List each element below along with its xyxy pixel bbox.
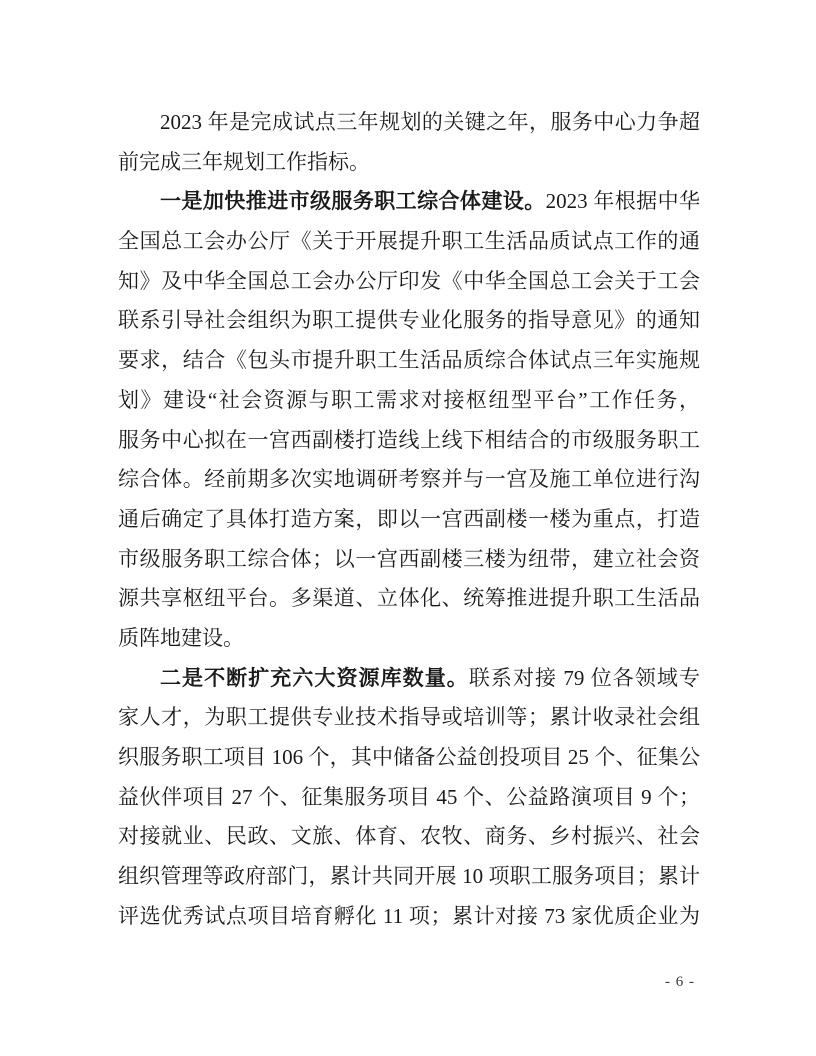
line-text: 知》及中华全国总工会办公厅印发《中华全国总工会关于工会 bbox=[118, 268, 700, 293]
line-text: 2023 年是完成试点三年规划的关键之年，服务中心力争超 bbox=[160, 110, 700, 134]
section-one-heading: 一是加快推进市级服务职工综合体建设。 bbox=[160, 189, 546, 214]
text-line bbox=[118, 738, 700, 778]
paragraph-section-two bbox=[118, 659, 700, 937]
line-text: 对接就业、民政、文旅、体育、农牧、商务、乡村振兴、社会 bbox=[118, 824, 700, 849]
text-line bbox=[118, 182, 700, 222]
page-number: - 6 - bbox=[665, 974, 695, 990]
text-line bbox=[118, 143, 700, 183]
line-text: 家人才，为职工提供专业技术指导或培训等；累计收录社会组 bbox=[118, 705, 700, 730]
line-text: 组织管理等政府部门，累计共同开展 10 项职工服务项目；累计 bbox=[118, 864, 700, 889]
text-line bbox=[118, 381, 700, 421]
text-line bbox=[118, 698, 700, 738]
text-line bbox=[118, 857, 700, 897]
text-line bbox=[118, 421, 700, 461]
line-text: 联系引导社会组织为职工提供专业化服务的指导意见》的通知 bbox=[118, 308, 700, 333]
paragraph-section-one bbox=[118, 182, 700, 658]
text-line bbox=[118, 659, 700, 699]
line-text: 划》建设“社会资源与职工需求对接枢纽型平台”工作任务， bbox=[118, 387, 700, 412]
line-text: 织服务职工项目 106 个，其中储备公益创投项目 25 个、征集公 bbox=[118, 745, 700, 769]
line-text: 联系对接 79 位各领域专 bbox=[468, 665, 700, 690]
text-line bbox=[118, 540, 700, 580]
line-text: 全国总工会办公厅《关于开展提升职工生活品质试点工作的通 bbox=[118, 229, 700, 254]
text-line bbox=[118, 579, 700, 619]
text-line bbox=[118, 341, 700, 381]
line-text: 2023 年根据中华 bbox=[545, 189, 700, 214]
line-text: 益伙伴项目 27 个、征集服务项目 45 个、公益路演项目 9 个； bbox=[118, 784, 700, 809]
line-text: 源共享枢纽平台。多渠道、立体化、统筹推进提升职工生活品 bbox=[118, 586, 700, 611]
line-text: 质阵地建设。 bbox=[118, 625, 244, 650]
text-line bbox=[118, 500, 700, 540]
line-text: 市级服务职工综合体；以一宫西副楼三楼为纽带，建立社会资 bbox=[118, 546, 700, 571]
document-body bbox=[118, 103, 700, 936]
paragraph-intro bbox=[118, 103, 700, 182]
section-two-heading: 二是不断扩充六大资源库数量。 bbox=[160, 665, 469, 690]
text-line bbox=[118, 897, 700, 937]
line-text: 要求，结合《包头市提升职工生活品质综合体试点三年实施规 bbox=[118, 348, 700, 373]
line-text: 通后确定了具体打造方案，即以一宫西副楼一楼为重点，打造 bbox=[118, 506, 700, 531]
line-text: 服务中心拟在一宫西副楼打造线上线下相结合的市级服务职工 bbox=[118, 427, 700, 452]
text-line bbox=[118, 460, 700, 500]
line-text: 综合体。经前期多次实地调研考察并与一宫及施工单位进行沟 bbox=[118, 467, 700, 492]
text-line bbox=[118, 103, 700, 143]
text-line bbox=[118, 301, 700, 341]
text-line bbox=[118, 222, 700, 262]
text-line bbox=[118, 262, 700, 302]
line-text: 评选优秀试点项目培育孵化 11 项；累计对接 73 家优质企业为 bbox=[118, 903, 700, 928]
text-line bbox=[118, 619, 700, 659]
line-text: 前完成三年规划工作指标。 bbox=[118, 149, 370, 174]
text-line bbox=[118, 817, 700, 857]
text-line bbox=[118, 778, 700, 818]
